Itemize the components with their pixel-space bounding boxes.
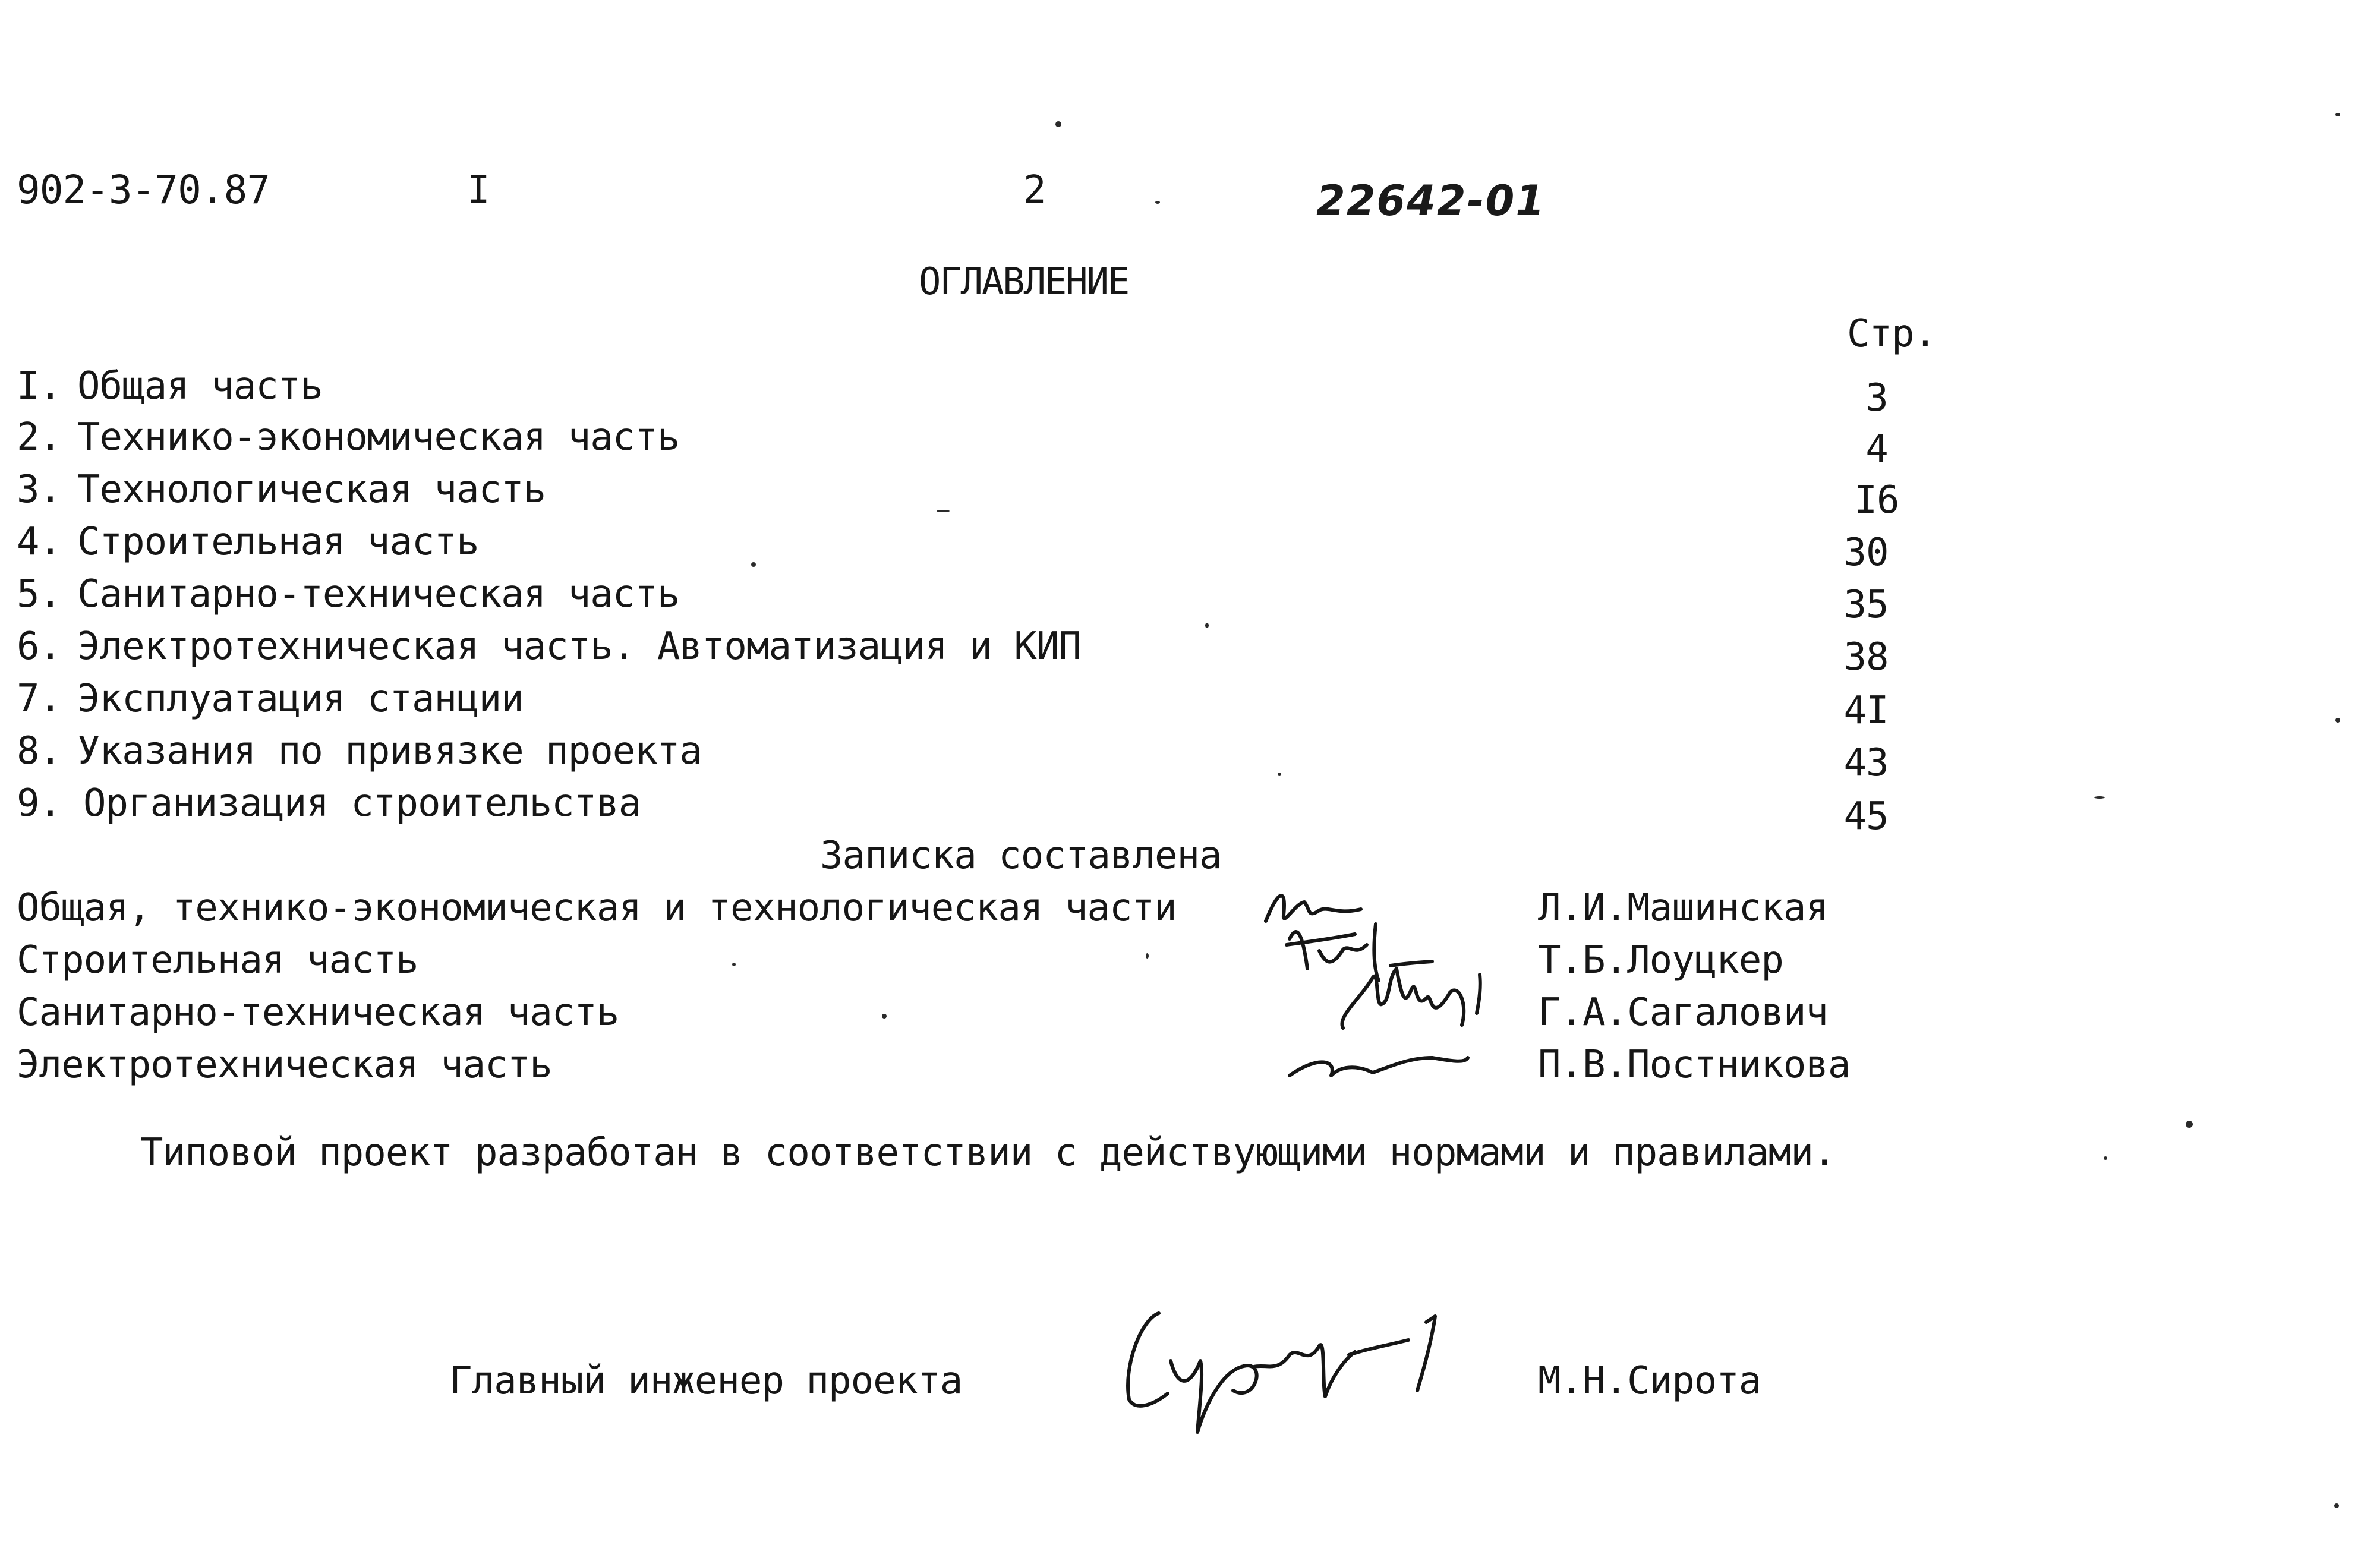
scan-speck <box>751 562 756 567</box>
toc-number: 3. <box>17 468 62 512</box>
toc-number: 5. <box>17 572 62 616</box>
author-section: Строительная часть <box>17 938 418 982</box>
toc-page: 3 <box>1865 376 1888 420</box>
toc-label: Эксплуатация станции <box>77 677 524 721</box>
scan-speck <box>2335 718 2340 723</box>
toc-label: Организация строительства <box>83 781 641 825</box>
scan-speck <box>732 963 736 966</box>
toc-number: 2. <box>17 415 62 459</box>
toc-label: Технико-экономическая часть <box>77 415 680 459</box>
toc-label: Строительная часть <box>77 520 479 564</box>
toc-page: I6 <box>1854 478 1899 522</box>
author-name: Л.И.Машинская <box>1538 886 1828 930</box>
compliance-statement: Типовой проект разработан в соответствии с действующими нормами и правилами. <box>140 1131 1836 1175</box>
toc-number: 6. <box>17 625 62 669</box>
scan-speck <box>937 510 950 512</box>
author-name: П.В.Постникова <box>1538 1043 1851 1087</box>
toc-page: 35 <box>1843 583 1889 627</box>
compiled-heading: Записка составлена <box>820 834 1222 878</box>
scan-speck <box>1278 773 1281 776</box>
document-code: 902-3-70.87 <box>17 167 270 213</box>
scan-speck <box>1205 623 1209 628</box>
scan-speck <box>2094 796 2105 799</box>
author-section: Санитарно-техническая часть <box>17 991 619 1035</box>
toc-page: 4 <box>1865 427 1888 471</box>
toc-number: 9. <box>17 781 62 825</box>
toc-number: I. <box>17 364 62 408</box>
toc-label: Технологическая часть <box>77 468 546 512</box>
scan-speck <box>2104 1156 2107 1160</box>
toc-page: 38 <box>1843 635 1889 679</box>
author-section: Электротехническая часть <box>17 1043 552 1087</box>
authors-signatures <box>1254 879 1503 1093</box>
toc-page: 45 <box>1843 794 1889 838</box>
author-name: Т.Б.Лоуцкер <box>1538 938 1783 982</box>
chief-engineer-position: Главный инженер проекта <box>449 1359 963 1403</box>
scan-speck <box>1055 121 1061 127</box>
scan-speck <box>2186 1121 2193 1128</box>
toc-label: Общая часть <box>77 364 323 408</box>
page-title: ОГЛАВЛЕНИЕ <box>919 260 1129 303</box>
toc-number: 7. <box>17 677 62 721</box>
chief-engineer-signature <box>1111 1295 1468 1450</box>
toc-page: 43 <box>1843 741 1889 785</box>
album-number: I <box>467 168 490 212</box>
scan-speck <box>882 1014 887 1019</box>
toc-label: Санитарно-техническая часть <box>77 572 680 616</box>
page-column-header: Стр. <box>1847 312 1937 356</box>
page-number: 2 <box>1023 168 1046 212</box>
chief-engineer-name: М.Н.Сирота <box>1538 1359 1761 1403</box>
toc-label: Электротехническая часть. Автоматизация и КИП <box>77 625 1081 669</box>
scan-speck <box>2334 1503 2339 1508</box>
scan-speck <box>1146 953 1149 959</box>
toc-page: 30 <box>1843 531 1889 575</box>
author-name: Г.А.Сагалович <box>1538 991 1828 1035</box>
inventory-number: 22642-01 <box>1316 176 1546 225</box>
toc-number: 8. <box>17 729 62 773</box>
scan-speck <box>1155 201 1160 204</box>
scan-speck <box>2335 113 2340 116</box>
toc-page: 4I <box>1843 689 1889 733</box>
author-section: Общая, технико-экономическая и технологическая части <box>17 886 1177 930</box>
toc-label: Указания по привязке проекта <box>77 729 702 773</box>
toc-number: 4. <box>17 520 62 564</box>
